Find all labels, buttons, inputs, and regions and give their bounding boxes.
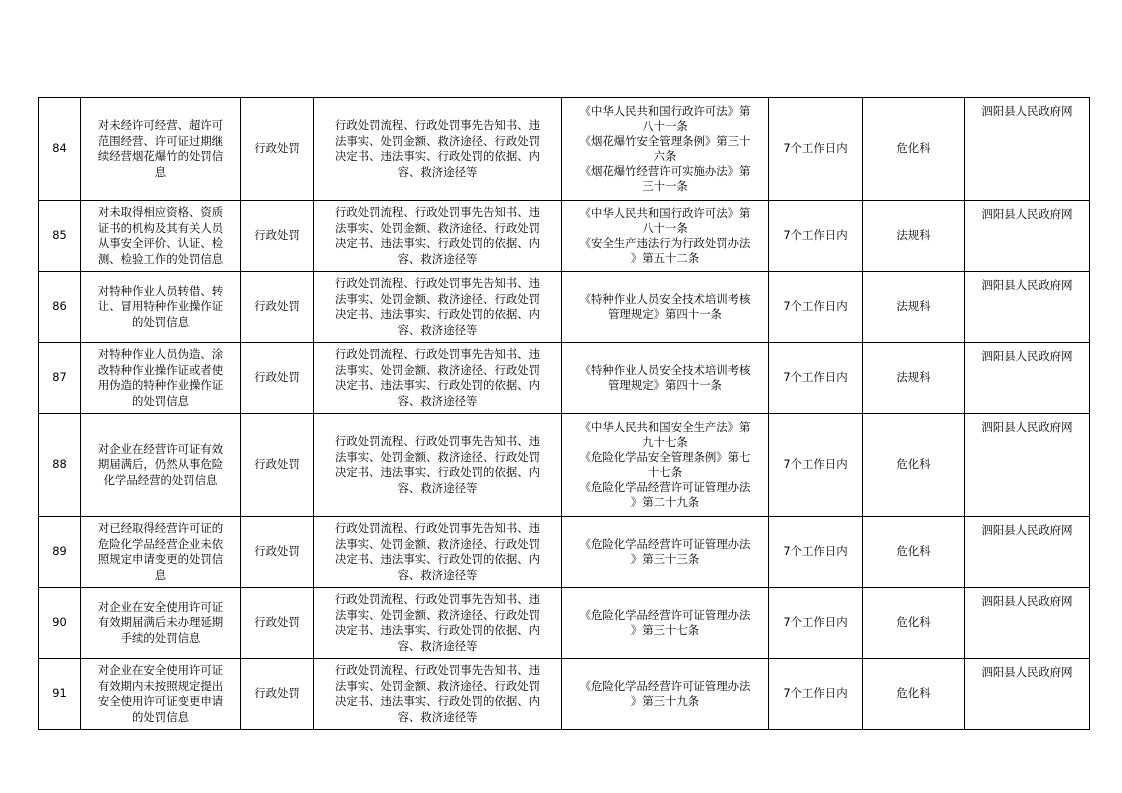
row-number: 91 bbox=[39, 659, 81, 730]
basis-line: 《危险化学品经营许可证管理办法 bbox=[579, 537, 751, 551]
item-cell bbox=[81, 98, 241, 201]
basis-line: 《中华人民共和国安全生产法》第 bbox=[579, 420, 751, 434]
basis-line: 《烟花爆竹安全管理条例》第三十 bbox=[579, 134, 751, 148]
basis-line: 《安全生产违法行为行政处罚办法 bbox=[579, 236, 751, 250]
item-line: 安全使用许可证变更申请 bbox=[97, 694, 224, 708]
period-cell: 7个工作日内 bbox=[769, 201, 863, 272]
basis-cell bbox=[562, 659, 769, 730]
content-line: 决定书、违法事实、行政处罚的依据、内 bbox=[334, 236, 541, 250]
content-cell bbox=[314, 201, 562, 272]
type-cell: 行政处罚 bbox=[241, 517, 314, 588]
content-line: 法事实、处罚金额、救济途径、行政处罚 bbox=[334, 536, 541, 551]
period-cell: 7个工作日内 bbox=[769, 343, 863, 414]
period-cell: 7个工作日内 bbox=[769, 98, 863, 201]
item-line: 期届满后，仍然从事危险 bbox=[97, 457, 224, 472]
table-row bbox=[39, 517, 1090, 588]
item-cell bbox=[81, 659, 241, 730]
item-line: 对企业在安全使用许可证 bbox=[97, 663, 224, 677]
item-cell bbox=[81, 517, 241, 588]
content-line: 行政处罚流程、行政处罚事先告知书、违 bbox=[334, 347, 541, 361]
content-line: 决定书、违法事实、行政处罚的依据、内 bbox=[334, 623, 541, 637]
item-line: 用伪造的特种作业操作证 bbox=[97, 378, 224, 392]
content-cell bbox=[314, 414, 562, 517]
channel-cell: 泗阳县人民政府网 bbox=[965, 659, 1090, 730]
channel-cell: 泗阳县人民政府网 bbox=[965, 272, 1090, 343]
content-line: 行政处罚流程、行政处罚事先告知书、违 bbox=[334, 592, 541, 606]
item-line: 测、检验工作的处罚信息 bbox=[97, 251, 224, 266]
content-line: 容、救济途径等 bbox=[397, 480, 478, 495]
basis-line: 》第五十二条 bbox=[630, 251, 700, 265]
item-line: 对未取得相应资格、资质 bbox=[97, 205, 224, 219]
table-row bbox=[39, 201, 1090, 272]
content-line: 法事实、处罚金额、救济途径、行政处罚 bbox=[334, 678, 541, 693]
basis-line: 八十一条 bbox=[642, 221, 688, 235]
content-cell bbox=[314, 343, 562, 414]
item-line: 证书的机构及其有关人员 bbox=[97, 220, 224, 235]
row-number: 89 bbox=[39, 517, 81, 588]
item-cell bbox=[81, 414, 241, 517]
item-line: 照规定申请变更的处罚信 bbox=[97, 552, 224, 566]
item-line: 的处罚信息 bbox=[132, 393, 189, 408]
table-body bbox=[39, 98, 1090, 730]
basis-line: 《特种作业人员安全技术培训考核 bbox=[579, 292, 751, 306]
table-row bbox=[39, 343, 1090, 414]
channel-cell: 泗阳县人民政府网 bbox=[965, 201, 1090, 272]
content-line: 行政处罚流程、行政处罚事先告知书、违 bbox=[334, 521, 541, 535]
basis-line: 《烟花爆竹经营许可实施办法》第 bbox=[579, 164, 751, 178]
item-line: 手续的处罚信息 bbox=[120, 630, 201, 645]
dept-cell: 危化科 bbox=[863, 98, 965, 201]
dept-cell: 危化科 bbox=[863, 517, 965, 588]
item-cell bbox=[81, 343, 241, 414]
item-line: 对已经取得经营许可证的 bbox=[97, 521, 224, 535]
item-line: 让、冒用特种作业操作证 bbox=[97, 299, 224, 314]
content-cell bbox=[314, 588, 562, 659]
content-line: 行政处罚流程、行政处罚事先告知书、违 bbox=[334, 276, 541, 290]
content-cell bbox=[314, 517, 562, 588]
basis-cell bbox=[562, 517, 769, 588]
item-line: 对企业在安全使用许可证 bbox=[97, 599, 224, 614]
basis-cell bbox=[562, 98, 769, 201]
dept-cell: 法规科 bbox=[863, 201, 965, 272]
item-line: 息 bbox=[154, 164, 167, 179]
row-number: 86 bbox=[39, 272, 81, 343]
item-line: 化学品经营的处罚信息 bbox=[103, 472, 218, 487]
table-row bbox=[39, 98, 1090, 201]
basis-line: 《危险化学品经营许可证管理办法 bbox=[579, 679, 751, 693]
period-cell: 7个工作日内 bbox=[769, 517, 863, 588]
basis-line: 十七条 bbox=[647, 465, 683, 479]
basis-line: 》第三十七条 bbox=[630, 623, 700, 637]
disclosure-table bbox=[38, 97, 1090, 730]
item-line: 对特种作业人员伪造、涂 bbox=[97, 347, 224, 361]
content-cell bbox=[314, 98, 562, 201]
row-number: 87 bbox=[39, 343, 81, 414]
content-line: 决定书、违法事实、行政处罚的依据、内 bbox=[334, 465, 541, 479]
content-cell bbox=[314, 272, 562, 343]
content-line: 行政处罚流程、行政处罚事先告知书、违 bbox=[334, 118, 541, 132]
basis-line: 《危险化学品经营许可证管理办法 bbox=[579, 608, 751, 622]
channel-cell: 泗阳县人民政府网 bbox=[965, 343, 1090, 414]
basis-line: 《中华人民共和国行政许可法》第 bbox=[579, 104, 751, 118]
row-number: 85 bbox=[39, 201, 81, 272]
content-line: 决定书、违法事实、行政处罚的依据、内 bbox=[334, 552, 541, 566]
basis-cell bbox=[562, 343, 769, 414]
channel-cell: 泗阳县人民政府网 bbox=[965, 517, 1090, 588]
item-cell bbox=[81, 201, 241, 272]
basis-line: 三十一条 bbox=[642, 179, 688, 193]
table-row bbox=[39, 414, 1090, 517]
item-line: 对企业在经营许可证有效 bbox=[97, 441, 224, 456]
row-number: 88 bbox=[39, 414, 81, 517]
item-line: 对特种作业人员转借、转 bbox=[97, 283, 224, 298]
period-cell: 7个工作日内 bbox=[769, 272, 863, 343]
dept-cell: 危化科 bbox=[863, 659, 965, 730]
basis-line: 管理规定》第四十一条 bbox=[608, 378, 722, 392]
content-line: 决定书、违法事实、行政处罚的依据、内 bbox=[334, 694, 541, 708]
table-row bbox=[39, 272, 1090, 343]
item-line: 续经营烟花爆竹的处罚信 bbox=[97, 149, 224, 163]
dept-cell: 危化科 bbox=[863, 414, 965, 517]
basis-line: 管理规定》第四十一条 bbox=[608, 307, 722, 321]
content-line: 行政处罚流程、行政处罚事先告知书、违 bbox=[334, 434, 541, 448]
item-cell bbox=[81, 272, 241, 343]
table-row bbox=[39, 588, 1090, 659]
basis-line: 《特种作业人员安全技术培训考核 bbox=[579, 363, 751, 377]
content-line: 法事实、处罚金额、救济途径、行政处罚 bbox=[334, 449, 541, 464]
channel-cell: 泗阳县人民政府网 bbox=[965, 98, 1090, 201]
row-number: 84 bbox=[39, 98, 81, 201]
content-line: 容、救济途径等 bbox=[397, 709, 478, 724]
basis-line: 八十一条 bbox=[642, 119, 688, 133]
basis-line: 九十七条 bbox=[642, 435, 688, 449]
content-line: 决定书、违法事实、行政处罚的依据、内 bbox=[334, 378, 541, 392]
item-line: 改特种作业操作证或者使 bbox=[97, 362, 224, 377]
content-line: 行政处罚流程、行政处罚事先告知书、违 bbox=[334, 205, 541, 219]
dept-cell: 法规科 bbox=[863, 272, 965, 343]
content-line: 法事实、处罚金额、救济途径、行政处罚 bbox=[334, 133, 541, 148]
content-line: 决定书、违法事实、行政处罚的依据、内 bbox=[334, 307, 541, 321]
dept-cell: 危化科 bbox=[863, 588, 965, 659]
content-line: 容、救济途径等 bbox=[397, 251, 478, 266]
type-cell: 行政处罚 bbox=[241, 414, 314, 517]
item-cell bbox=[81, 588, 241, 659]
content-line: 容、救济途径等 bbox=[397, 638, 478, 653]
period-cell: 7个工作日内 bbox=[769, 659, 863, 730]
item-line: 从事安全评价、认证、检 bbox=[97, 236, 224, 250]
basis-line: 》第三十九条 bbox=[630, 694, 700, 708]
item-line: 息 bbox=[154, 567, 167, 582]
item-line: 危险化学品经营企业未依 bbox=[97, 536, 224, 551]
content-line: 法事实、处罚金额、救济途径、行政处罚 bbox=[334, 607, 541, 622]
channel-cell: 泗阳县人民政府网 bbox=[965, 588, 1090, 659]
item-line: 对未经许可经营、超许可 bbox=[97, 118, 224, 132]
basis-cell bbox=[562, 414, 769, 517]
basis-cell bbox=[562, 588, 769, 659]
type-cell: 行政处罚 bbox=[241, 98, 314, 201]
content-line: 决定书、违法事实、行政处罚的依据、内 bbox=[334, 149, 541, 163]
type-cell: 行政处罚 bbox=[241, 272, 314, 343]
item-line: 的处罚信息 bbox=[132, 709, 189, 724]
basis-cell bbox=[562, 201, 769, 272]
basis-line: 《危险化学品经营许可证管理办法 bbox=[579, 480, 751, 494]
row-number: 90 bbox=[39, 588, 81, 659]
type-cell: 行政处罚 bbox=[241, 588, 314, 659]
type-cell: 行政处罚 bbox=[241, 659, 314, 730]
basis-line: 六条 bbox=[653, 149, 677, 163]
content-line: 容、救济途径等 bbox=[397, 393, 478, 408]
table-row bbox=[39, 659, 1090, 730]
period-cell: 7个工作日内 bbox=[769, 588, 863, 659]
content-line: 法事实、处罚金额、救济途径、行政处罚 bbox=[334, 291, 541, 306]
basis-line: 《危险化学品安全管理条例》第七 bbox=[579, 450, 751, 464]
basis-line: 《中华人民共和国行政许可法》第 bbox=[579, 206, 751, 220]
content-line: 容、救济途径等 bbox=[397, 322, 478, 337]
item-line: 有效期届满后未办理延期 bbox=[97, 615, 224, 630]
content-line: 容、救济途径等 bbox=[397, 164, 478, 179]
content-line: 容、救济途径等 bbox=[397, 567, 478, 582]
type-cell: 行政处罚 bbox=[241, 201, 314, 272]
dept-cell: 法规科 bbox=[863, 343, 965, 414]
content-line: 行政处罚流程、行政处罚事先告知书、违 bbox=[334, 663, 541, 677]
basis-cell bbox=[562, 272, 769, 343]
type-cell: 行政处罚 bbox=[241, 343, 314, 414]
period-cell: 7个工作日内 bbox=[769, 414, 863, 517]
item-line: 有效期内未按照规定提出 bbox=[97, 678, 224, 693]
content-line: 法事实、处罚金额、救济途径、行政处罚 bbox=[334, 220, 541, 235]
content-line: 法事实、处罚金额、救济途径、行政处罚 bbox=[334, 362, 541, 377]
item-line: 范围经营、许可证过期继 bbox=[97, 133, 224, 148]
item-line: 的处罚信息 bbox=[132, 314, 189, 329]
basis-line: 》第三十三条 bbox=[630, 552, 700, 566]
basis-line: 》第二十九条 bbox=[630, 495, 700, 509]
channel-cell: 泗阳县人民政府网 bbox=[965, 414, 1090, 517]
content-cell bbox=[314, 659, 562, 730]
